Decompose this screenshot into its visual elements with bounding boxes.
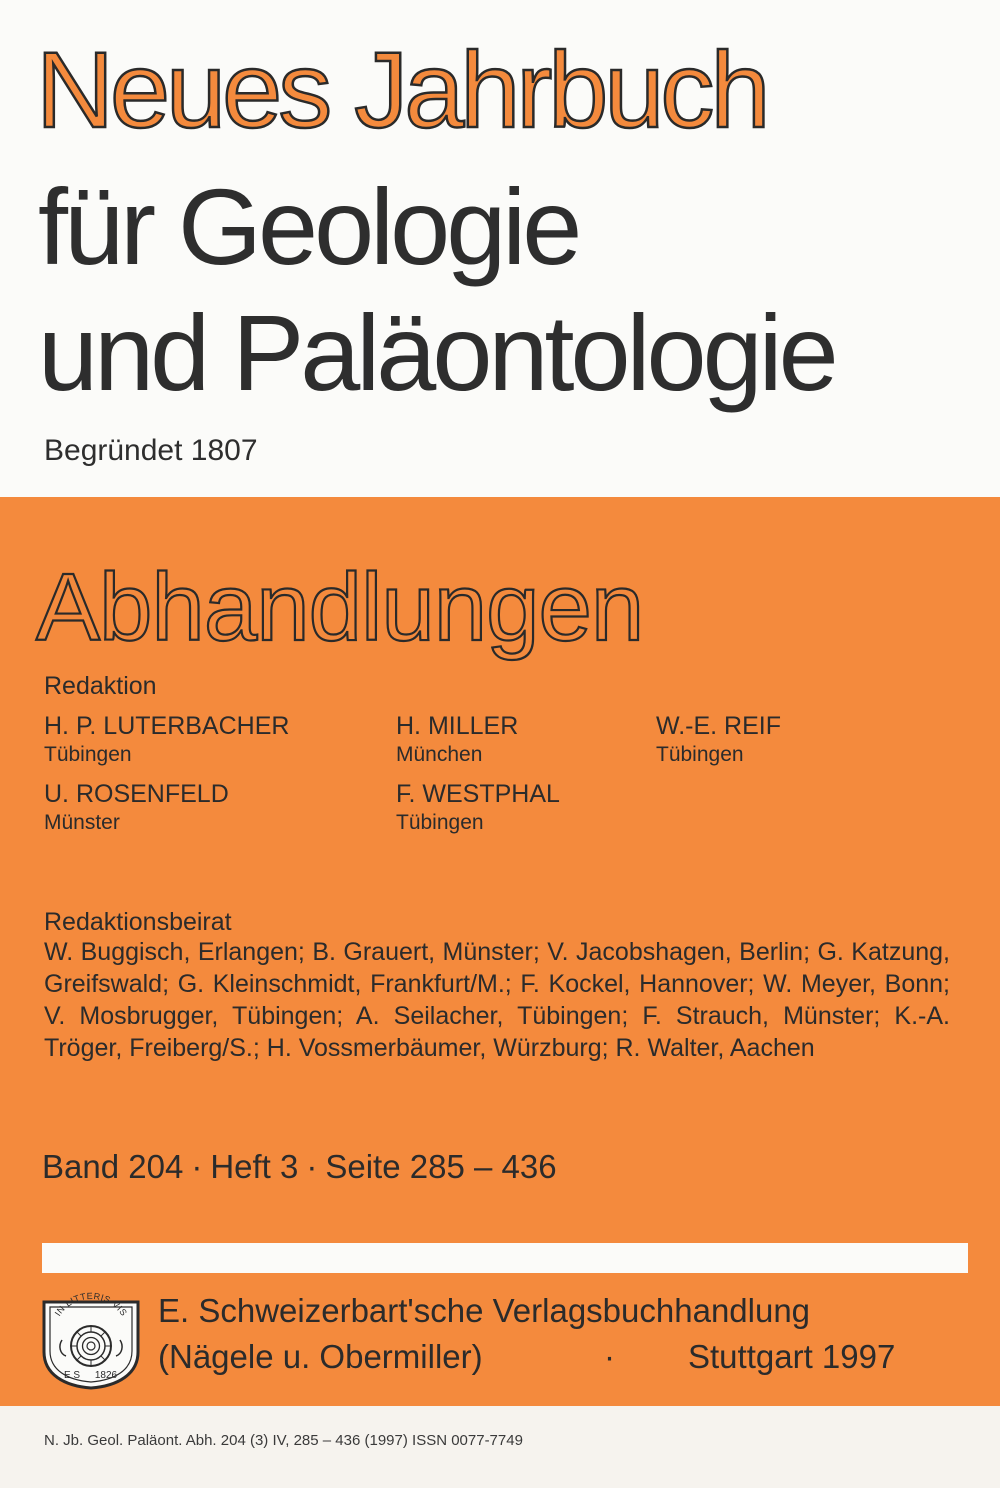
publisher-name: E. Schweizerbart'sche Verlagsbuchhandlung [158, 1292, 811, 1329]
separator: · [191, 1148, 203, 1185]
publisher-subtitle: (Nägele u. Obermiller) [158, 1338, 483, 1375]
journal-title-line2: für Geologie [38, 166, 579, 287]
ammonite-seal-icon [38, 1290, 144, 1390]
editor-name: W.-E. REIF [656, 712, 781, 740]
logo-initials: E S [63, 1370, 81, 1381]
issue-line [42, 1150, 557, 1183]
volume: Band 204 [42, 1148, 184, 1185]
white-divider-bar [42, 1243, 968, 1273]
publisher-place-year: Stuttgart 1997 [688, 1338, 896, 1375]
editor-name: F. WESTPHAL [396, 780, 560, 808]
editor-city: München [396, 743, 483, 766]
separator: · [306, 1148, 318, 1185]
advisory-board-label: Redaktionsbeirat [44, 908, 232, 936]
advisory-board-members: W. Buggisch, Erlangen; B. Grauert, Münster; V. Jacobshagen, Berlin; G. Katzung, Greifswald; G. Kleinschmidt, Frankfurt/M.; F. Kockel, Hannover; W. Meyer, Bonn; V. Mosbrugger, Tübingen; A. Seilacher, Tübingen; F. Strauch, Münster; K.-A. Tröger, Freiberg/S.; H. Vossmerbäumer, Würzburg; R. Walter, Aachen [44, 938, 950, 1062]
citation-line: N. Jb. Geol. Paläont. Abh. 204 (3) IV, 285 – 436 (1997) ISSN 0077-7749 [44, 1432, 523, 1449]
logo-year: 1826 [94, 1370, 118, 1381]
founded-note: Begründet 1807 [44, 434, 258, 467]
journal-title-line3: und Paläontologie [38, 292, 835, 413]
editor-name: H. P. LUTERBACHER [44, 712, 290, 740]
publisher-separator: · [604, 1338, 615, 1375]
editor-city: Tübingen [656, 743, 744, 766]
issue-number: Heft 3 [210, 1148, 299, 1185]
editor-name: U. ROSENFELD [44, 780, 229, 808]
editor-city: Tübingen [396, 811, 484, 834]
journal-title-line1: Neues Jahrbuch [36, 29, 767, 150]
editor-city: Tübingen [44, 743, 132, 766]
editor-name: H. MILLER [396, 712, 519, 740]
editor-city: Münster [44, 811, 120, 834]
logo-motto: IN LITTERIS VIS [52, 1290, 130, 1318]
section-title: Abhandlungen [36, 554, 644, 661]
editorial-label: Redaktion [44, 672, 157, 700]
page-range: Seite 285 – 436 [325, 1148, 557, 1185]
